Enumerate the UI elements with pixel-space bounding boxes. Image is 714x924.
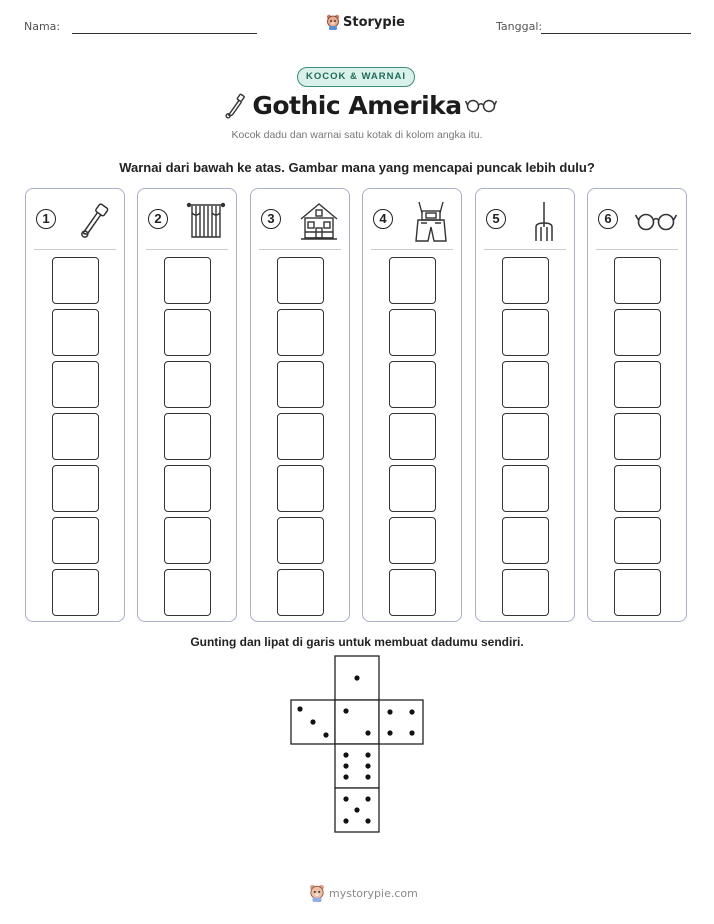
column-number: 2 [148, 209, 168, 229]
name-line[interactable] [72, 33, 257, 34]
color-box[interactable] [277, 517, 324, 564]
color-box[interactable] [389, 569, 436, 616]
dice-pip [343, 752, 348, 757]
color-box[interactable] [164, 361, 211, 408]
overalls-icon [409, 199, 453, 243]
category-badge: KOCOK & WARNAI [297, 67, 415, 87]
dice-pip [343, 796, 348, 801]
dice-pip [354, 807, 359, 812]
dice-pip [343, 818, 348, 823]
column-divider [371, 249, 453, 250]
color-box[interactable] [502, 413, 549, 460]
dice-pip [343, 708, 348, 713]
page-subtitle: Kocok dadu dan warnai satu kotak di kolom angka itu. [231, 129, 483, 141]
dice-pip [387, 709, 392, 714]
color-box[interactable] [52, 257, 99, 304]
dice-face-5 [335, 788, 379, 832]
color-box[interactable] [164, 465, 211, 512]
color-box[interactable] [502, 569, 549, 616]
glasses-icon [634, 199, 678, 243]
color-box[interactable] [502, 309, 549, 356]
color-box[interactable] [164, 309, 211, 356]
color-box[interactable] [164, 517, 211, 564]
dice-pip [365, 752, 370, 757]
column-6 [587, 188, 687, 622]
color-box[interactable] [277, 413, 324, 460]
dice-pip [310, 719, 315, 724]
dice-pip [365, 774, 370, 779]
color-box[interactable] [52, 465, 99, 512]
dice-face-3 [291, 700, 335, 744]
column-number: 3 [261, 209, 281, 229]
brand-logo [326, 14, 405, 30]
page-title: Gothic Amerika [252, 91, 462, 120]
dice-pip [409, 730, 414, 735]
dice-pip [297, 706, 302, 711]
color-box[interactable] [52, 361, 99, 408]
dice-pip [343, 763, 348, 768]
column-1 [25, 188, 125, 622]
dice-pip [387, 730, 392, 735]
color-box[interactable] [614, 257, 661, 304]
dice-face-1 [335, 656, 379, 700]
column-divider [596, 249, 678, 250]
column-divider [34, 249, 116, 250]
color-box[interactable] [389, 465, 436, 512]
column-number: 6 [598, 209, 618, 229]
footer-url[interactable]: mystorypie.com [329, 886, 418, 900]
color-box[interactable] [277, 465, 324, 512]
column-divider [484, 249, 566, 250]
dice-face-4 [379, 700, 423, 744]
color-box[interactable] [277, 569, 324, 616]
glasses-icon [465, 97, 497, 113]
color-box[interactable] [389, 309, 436, 356]
dice-face-2 [335, 700, 379, 744]
color-box[interactable] [614, 361, 661, 408]
dice-pip [354, 675, 359, 680]
dice-pip [365, 763, 370, 768]
cut-instruction: Gunting dan lipat di garis untuk membuat dadumu sendiri. [190, 635, 524, 649]
color-box[interactable] [389, 413, 436, 460]
curtain-icon [184, 199, 228, 243]
color-box[interactable] [389, 517, 436, 564]
column-divider [259, 249, 341, 250]
color-box[interactable] [614, 309, 661, 356]
color-box[interactable] [277, 361, 324, 408]
pitchfork-icon [522, 199, 566, 243]
color-box[interactable] [277, 257, 324, 304]
color-box[interactable] [52, 309, 99, 356]
color-box[interactable] [502, 517, 549, 564]
color-box[interactable] [389, 361, 436, 408]
dice-pip [323, 732, 328, 737]
column-number: 1 [36, 209, 56, 229]
column-4 [362, 188, 462, 622]
dice-pip [365, 730, 370, 735]
color-box[interactable] [502, 257, 549, 304]
instruction-text: Warnai dari bawah ke atas. Gambar mana yang mencapai puncak lebih dulu? [119, 160, 595, 175]
color-box[interactable] [389, 257, 436, 304]
dice-pip [365, 818, 370, 823]
color-box[interactable] [52, 413, 99, 460]
color-box[interactable] [614, 465, 661, 512]
color-box[interactable] [164, 569, 211, 616]
dice-pip [365, 796, 370, 801]
brand-name: Storypie [343, 14, 405, 30]
color-box[interactable] [502, 465, 549, 512]
color-box[interactable] [52, 517, 99, 564]
color-box[interactable] [164, 257, 211, 304]
column-5 [475, 188, 575, 622]
date-label: Tanggal: [496, 20, 543, 33]
color-box[interactable] [614, 569, 661, 616]
color-box[interactable] [277, 309, 324, 356]
storypie-mascot-icon [309, 884, 325, 902]
column-3 [250, 188, 350, 622]
footer [309, 884, 418, 902]
dice-pip [343, 774, 348, 779]
name-label: Nama: [24, 20, 61, 33]
column-number: 4 [373, 209, 393, 229]
house-icon [297, 199, 341, 243]
column-number: 5 [486, 209, 506, 229]
color-box[interactable] [52, 569, 99, 616]
dice-face-6 [335, 744, 379, 788]
color-box[interactable] [614, 413, 661, 460]
dice-pip [409, 709, 414, 714]
color-box[interactable] [164, 413, 211, 460]
column-2 [137, 188, 237, 622]
column-divider [146, 249, 228, 250]
color-box[interactable] [614, 517, 661, 564]
storypie-mascot-icon [326, 14, 340, 30]
color-box[interactable] [502, 361, 549, 408]
safety-pin-icon [72, 199, 116, 243]
date-line[interactable] [541, 33, 691, 34]
